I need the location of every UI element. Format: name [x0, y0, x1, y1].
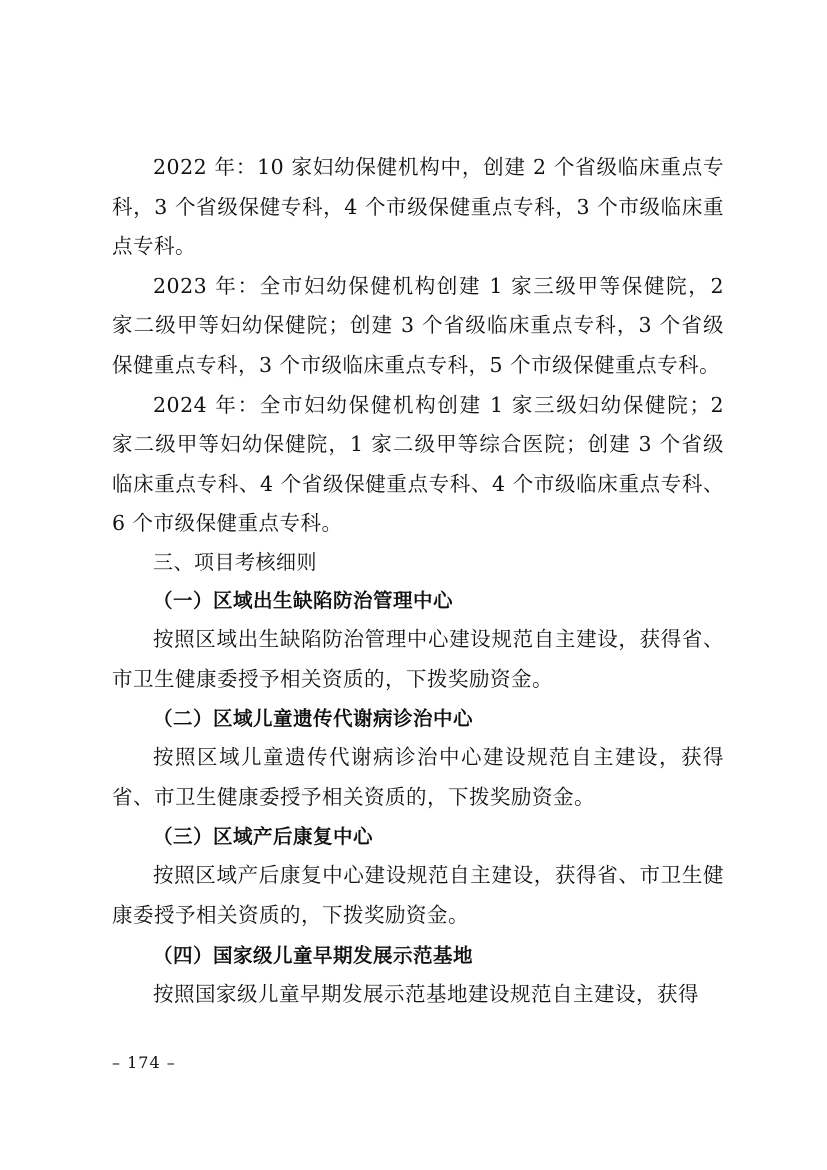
subsection-body-4: 按照国家级儿童早期发展示范基地建设规范自主建设，获得 — [153, 981, 699, 1006]
section-title: 三、项目考核细则 — [153, 549, 317, 574]
page-number: – 174 – — [112, 1053, 176, 1072]
subsection-heading-4: （四）国家级儿童早期发展示范基地 — [153, 943, 474, 967]
subsection-body-2: 按照区域儿童遗传代谢病诊治中心建设规范自主建设，获得省、市卫生健康委授予相关资质的，下拨奖励资金。 — [112, 745, 724, 809]
subsection-body-3: 按照区域产后康复中心建设规范自主建设，获得省、市卫生健康委授予相关资质的，下拨奖励资金。 — [112, 863, 724, 927]
paragraph-2023: 2023 年：全市妇幼保健机构创建 1 家三级甲等保健院，2 家二级甲等妇幼保健院；创建 3 个省级临床重点专科，3 个省级保健重点专科，3 个市级临床重点专科，5 个市级保健重点专科。 — [112, 273, 724, 377]
subsection-heading-3: （三）区域产后康复中心 — [153, 825, 374, 849]
subsection-heading-2: （二）区域儿童遗传代谢病诊治中心 — [153, 707, 474, 731]
subsection-body-1: 按照区域出生缺陷防治管理中心建设规范自主建设，获得省、市卫生健康委授予相关资质的，下拨奖励资金。 — [112, 626, 724, 691]
paragraph-2024: 2024 年：全市妇幼保健机构创建 1 家三级妇幼保健院；2 家二级甲等妇幼保健院，1 家二级甲等综合医院；创建 3 个省级临床重点专科、4 个省级保健重点专科、4 个市级临床重点专科、6 个市级保健重点专科。 — [112, 392, 724, 536]
paragraph-2022: 2022 年：10 家妇幼保健机构中，创建 2 个省级临床重点专科，3 个省级保健专科，4 个市级保健重点专科，3 个市级临床重点专科。 — [112, 155, 724, 259]
document-body — [112, 148, 724, 1014]
subsection-heading-1: （一）区域出生缺陷防治管理中心 — [153, 588, 454, 612]
